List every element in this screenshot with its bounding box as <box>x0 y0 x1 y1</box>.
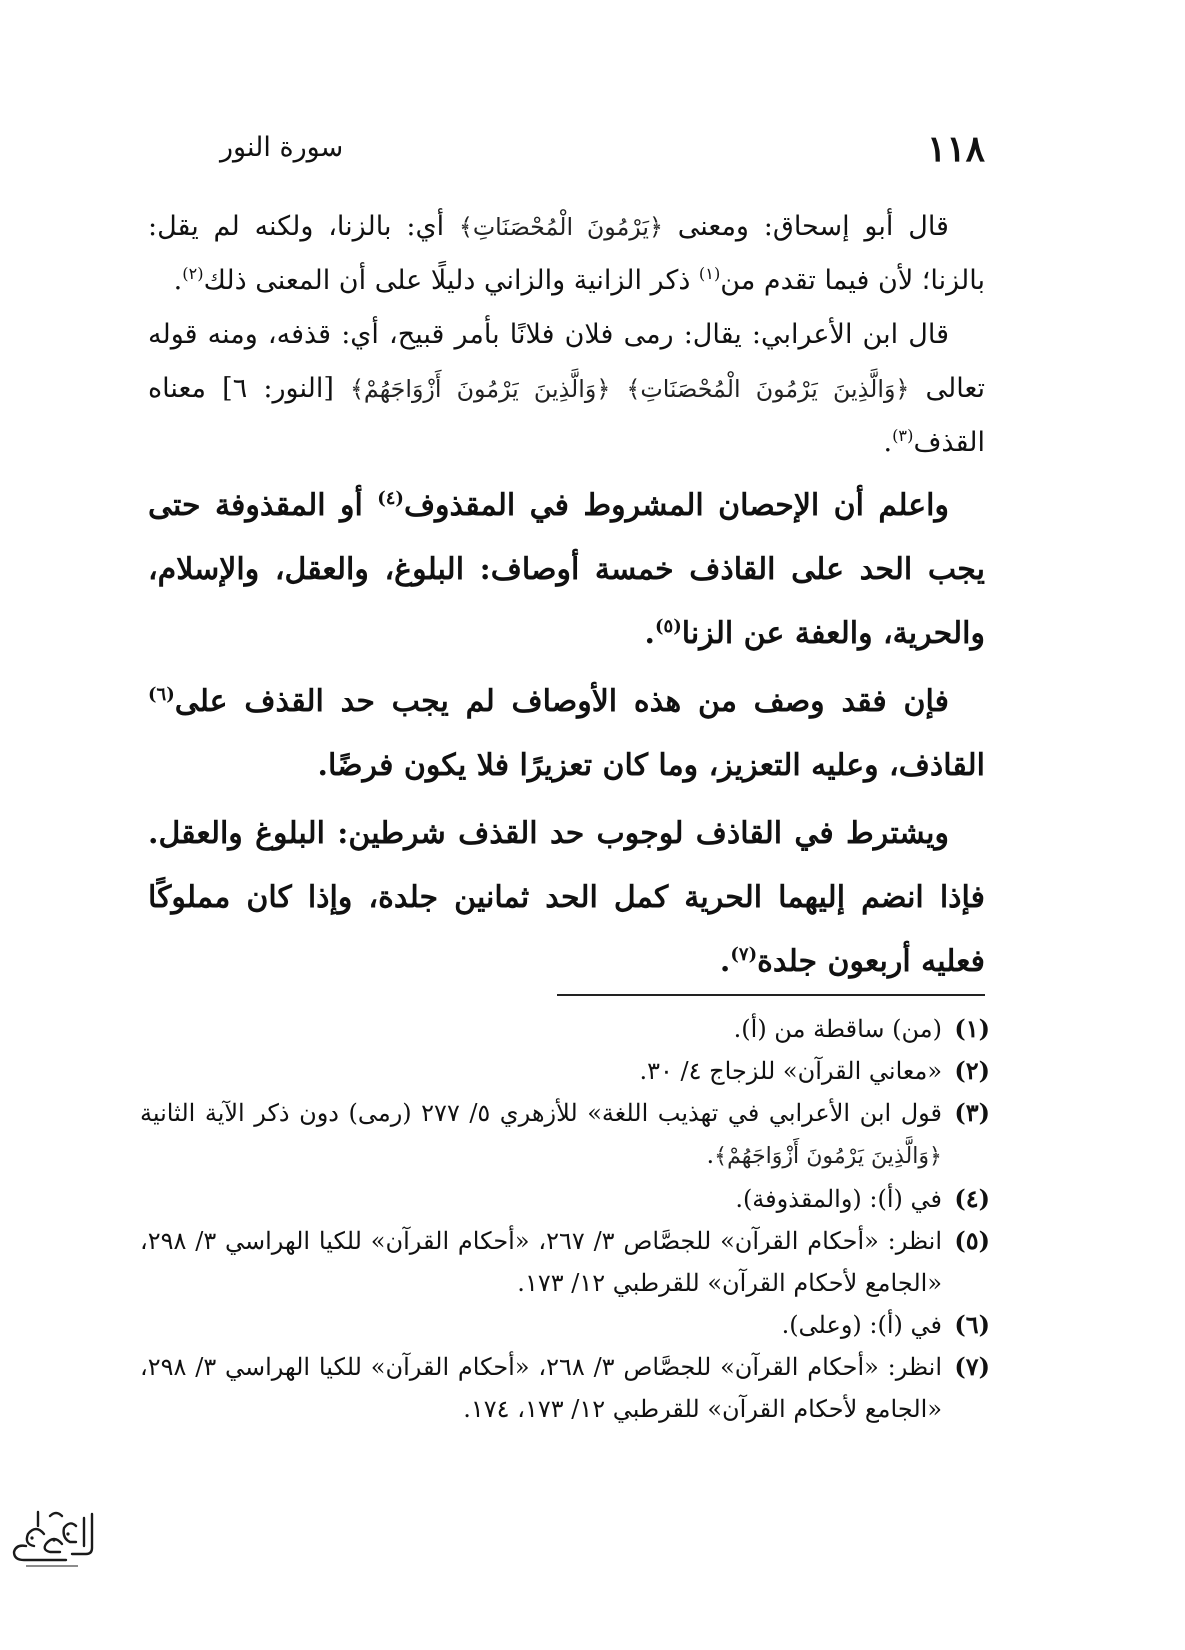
text <box>610 373 626 404</box>
main-text <box>148 200 985 994</box>
footnote-text: انظر: «أحكام القرآن» للجصَّاص ٣/ ٢٦٨، «أحكام القرآن» للكيا الهراسي ٣/ ٢٩٨، «الجامع لأحكام القرآن» للقرطبي ١٢/ ١٧٣، ١٧٤. <box>140 1353 943 1423</box>
footnote-number: (٧) <box>954 1352 990 1381</box>
footnote-number: (٦) <box>954 1310 990 1339</box>
footnote-text: في (أ): (والمقذوفة). <box>735 1185 942 1213</box>
footnote-ref[interactable]: (٤) <box>377 488 404 509</box>
quran-quote: ﴿وَالَّذِينَ يَرْمُونَ أَزْوَاجَهُمْ﴾ <box>714 1144 942 1169</box>
footnote-body: قول ابن الأعرابي في تهذيب اللغة» للأزهري ٥/ ٢٧٧ (رمى) دون ذكر الآية الثانية <box>140 1099 943 1127</box>
paragraph-4 <box>148 670 985 798</box>
footnote-ref[interactable]: (٦) <box>148 684 175 705</box>
text: أي: بالزنا، ولكنه لم يقل: بالزنا؛ لأن فيما تقدم من <box>148 211 985 296</box>
footnote-text: (من) ساقطة من (أ). <box>733 1015 942 1043</box>
text: فإن فقد وصف من هذه الأوصاف لم يجب حد القذف على <box>174 684 949 719</box>
footnote-4 <box>140 1178 990 1220</box>
footnote-3 <box>140 1092 990 1178</box>
text: قال ابن الأعرابي: يقال: رمى فلان فلانًا بأمر قبيح، أي: قذفه، ومنه قوله تعالى <box>148 319 986 404</box>
footnote-text: «معاني القرآن» للزجاج ٤/ ٣٠. <box>639 1057 942 1085</box>
quran-quote: ﴿يَرْمُونَ الْمُحْصَنَاتِ﴾ <box>458 213 663 241</box>
text: قال أبو إسحاق: ومعنى <box>662 211 949 242</box>
paragraph-3 <box>148 474 985 666</box>
footnote-number: (١) <box>954 1014 990 1043</box>
footnote-7 <box>140 1346 990 1430</box>
footnote-number: (٤) <box>954 1184 990 1213</box>
text: القاذف، وعليه التعزيز، وما كان تعزيرًا فلا يكون فرضًا. <box>317 748 985 783</box>
footnote-text: انظر: «أحكام القرآن» للجصَّاص ٣/ ٢٦٧، «أحكام القرآن» للكيا الهراسي ٣/ ٢٩٨، «الجامع لأحكام القرآن» للقرطبي ١٢/ ١٧٣. <box>140 1227 943 1297</box>
text: أو المقذوفة حتى يجب الحد على القاذف خمسة أوصاف: البلوغ، والعقل، والإسلام، والحرية، والعفة عن الزنا <box>148 488 985 651</box>
footnote-number: (٣) <box>954 1098 990 1127</box>
page-number: ١١٨ <box>926 128 985 170</box>
footnote-ref[interactable]: (٢) <box>182 264 204 283</box>
footnote-number: (٥) <box>954 1226 990 1255</box>
page-header <box>220 128 985 178</box>
footnote-1 <box>140 1008 990 1050</box>
footnote-separator <box>557 994 985 996</box>
paragraph-1 <box>148 200 985 308</box>
footnote-5 <box>140 1220 990 1304</box>
footnote-6 <box>140 1304 990 1346</box>
footnote-ref[interactable]: (٣) <box>892 426 914 445</box>
text: واعلم أن الإحصان المشروط في المقذوف <box>403 488 949 523</box>
footnote-number: (٢) <box>954 1056 990 1085</box>
footnotes <box>140 1008 990 1430</box>
footnote-ref[interactable]: (٥) <box>654 616 682 637</box>
quran-quote: ﴿وَالَّذِينَ يَرْمُونَ الْمُحْصَنَاتِ﴾ <box>626 375 910 403</box>
text: . <box>173 265 183 296</box>
footnote-text <box>140 1092 942 1178</box>
footnote-ref[interactable]: (٧) <box>730 944 758 965</box>
footnote-text: في (أ): (وعلى). <box>781 1311 942 1339</box>
footnote-ref[interactable]: (١) <box>698 264 721 283</box>
paragraph-5 <box>148 802 985 994</box>
publisher-logo <box>6 1504 98 1570</box>
quran-quote: ﴿وَالَّذِينَ يَرْمُونَ أَزْوَاجَهُمْ﴾ <box>350 375 611 403</box>
footnote-tail: . <box>706 1141 715 1169</box>
footnote-2 <box>140 1050 990 1092</box>
text: . <box>719 944 731 979</box>
text: . <box>883 427 893 458</box>
text: ذكر الزانية والزاني دليلًا على أن المعنى ذلك <box>203 265 699 296</box>
text: ويشترط في القاذف لوجوب حد القذف شرطين: البلوغ والعقل. فإذا انضم إليهما الحرية كمل الحد ثمانين جلدة، وإذا كان مملوكًا فعليه أربعون جلدة <box>148 816 985 979</box>
paragraph-2 <box>148 308 985 470</box>
running-title: سورة النور <box>220 132 344 163</box>
text: . <box>644 616 655 651</box>
text: [النور: ٦] معناه القذف <box>148 373 985 458</box>
